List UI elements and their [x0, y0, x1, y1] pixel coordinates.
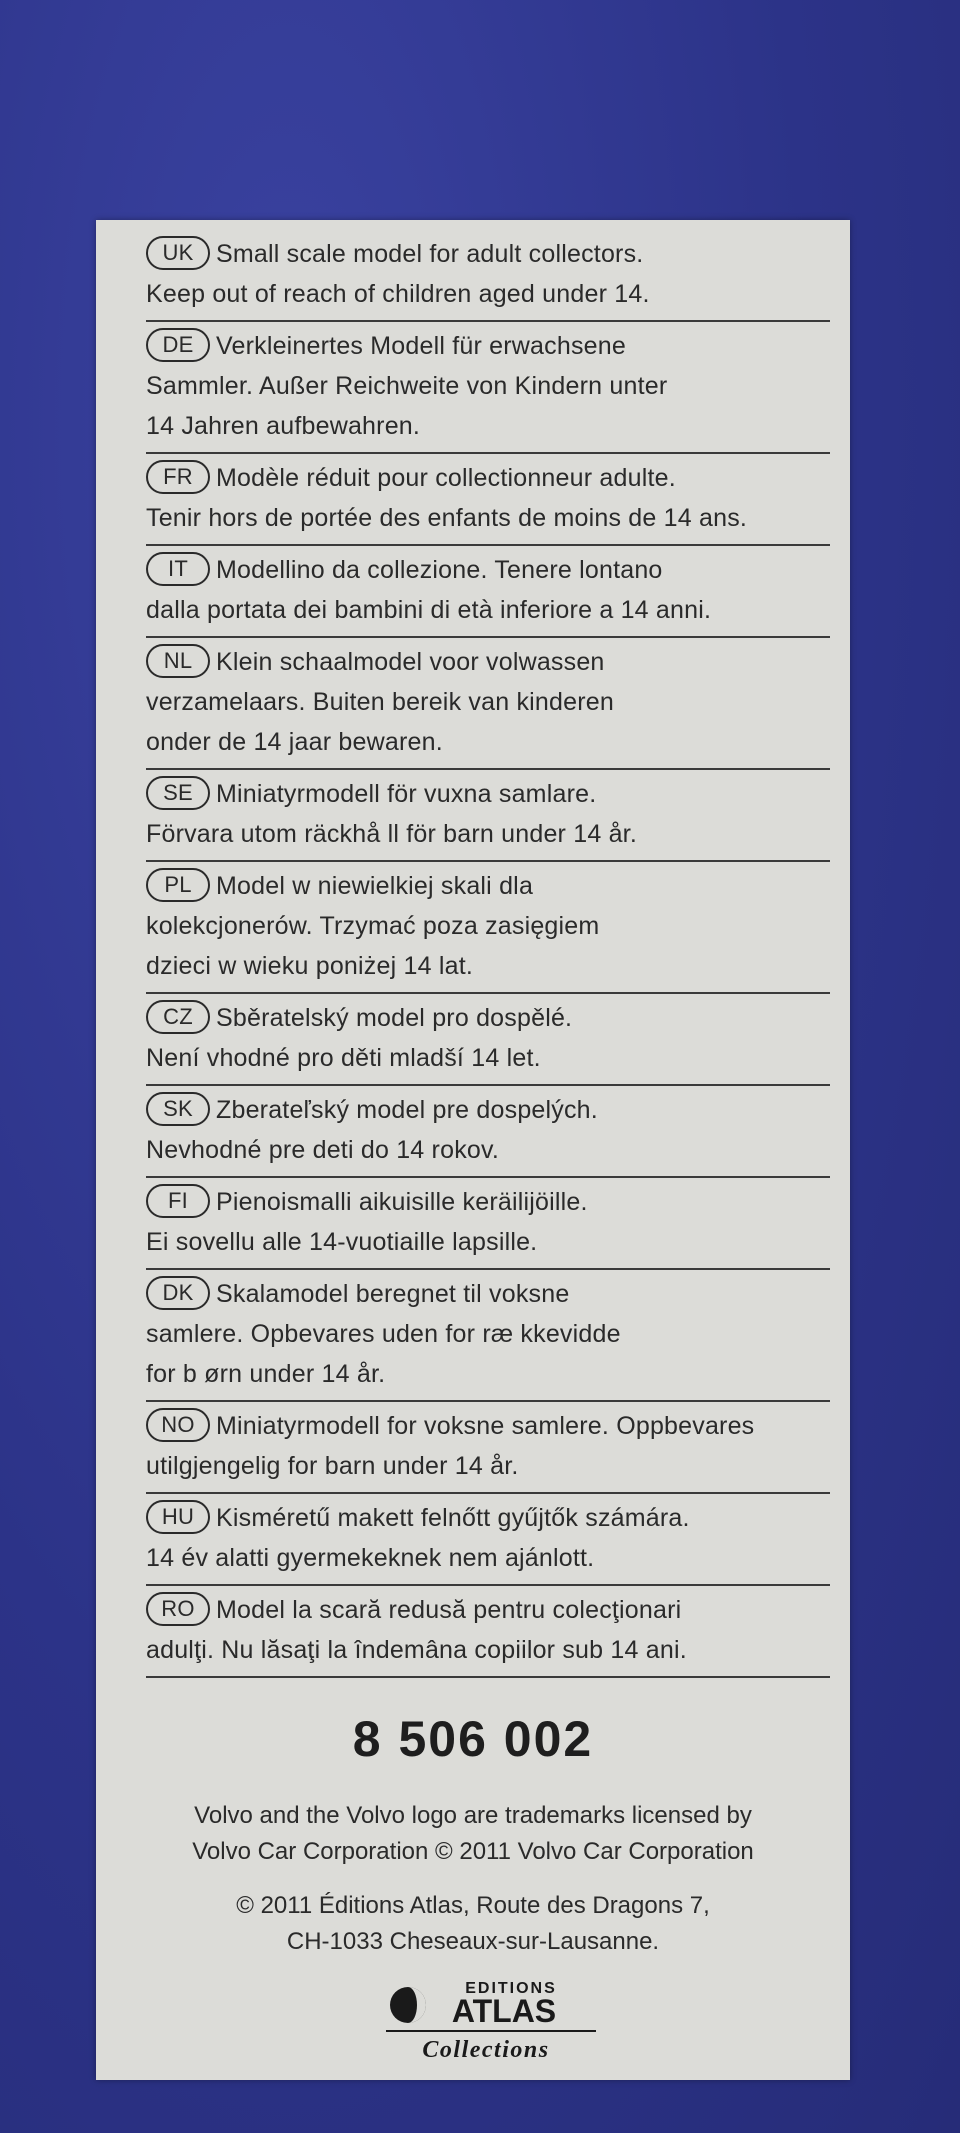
- language-code-badge: SE: [146, 776, 210, 810]
- warning-text: Kisméretű makett felnőtt gyűjtők számára. 14 év alatti gyermekeknek nem ajánlott.: [146, 1504, 690, 1572]
- warning-list: [146, 230, 830, 1678]
- warning-text: Verkleinertes Modell für erwachsene Sammler. Außer Reichweite von Kindern unter 14 Jahren aufbewahren.: [146, 332, 668, 440]
- language-code-badge: CZ: [146, 1000, 210, 1034]
- language-code-badge: RO: [146, 1592, 210, 1626]
- language-code-badge: DE: [146, 328, 210, 362]
- language-code-badge: UK: [146, 236, 210, 270]
- warning-entry-hu: [146, 1494, 830, 1586]
- warning-entry-se: [146, 770, 830, 862]
- warning-text: Modellino da collezione. Tenere lontano dalla portata dei bambini di età inferiore a 14 anni.: [146, 556, 712, 624]
- warning-entry-de: [146, 322, 830, 454]
- warning-text: Small scale model for adult collectors. Keep out of reach of children aged under 14.: [146, 240, 650, 308]
- warning-text: Klein schaalmodel voor volwassen verzamelaars. Buiten bereik van kinderen onder de 14 jaar bewaren.: [146, 648, 614, 756]
- warning-entry-cz: [146, 994, 830, 1086]
- warning-entry-it: [146, 546, 830, 638]
- logo-line-editions: EDITIONS: [465, 1980, 557, 1997]
- language-code-badge: FR: [146, 460, 210, 494]
- warning-entry-pl: [146, 862, 830, 994]
- warning-entry-fi: [146, 1178, 830, 1270]
- warning-text: Sběratelský model pro dospělé. Není vhodné pro děti mladší 14 let.: [146, 1004, 573, 1072]
- warning-text: Pienoismalli aikuisille keräilijöille. Ei sovellu alle 14-vuotiaille lapsille.: [146, 1188, 588, 1256]
- editions-atlas-logo: [386, 1975, 596, 2065]
- trademark-notice: Volvo and the Volvo logo are trademarks licensed by Volvo Car Corporation © 2011 Volvo Car Corporation: [192, 1802, 754, 1865]
- warning-entry-sk: [146, 1086, 830, 1178]
- warning-entry-uk: [146, 230, 830, 322]
- warning-label: [96, 220, 850, 2080]
- warning-text: Zberateľský model pre dospelých. Nevhodné pre deti do 14 rokov.: [146, 1096, 598, 1164]
- warning-text: Modèle réduit pour collectionneur adulte. Tenir hors de portée des enfants de moins de 14 ans.: [146, 464, 748, 532]
- publisher-address: © 2011 Éditions Atlas, Route des Dragons 7, CH-1033 Cheseaux-sur-Lausanne.: [236, 1892, 710, 1955]
- warning-text: Model w niewielkiej skali dla kolekcjonerów. Trzymać poza zasięgiem dzieci w wieku poniżej 14 lat.: [146, 872, 600, 980]
- language-code-badge: NL: [146, 644, 210, 678]
- language-code-badge: NO: [146, 1408, 210, 1442]
- language-code-badge: DK: [146, 1276, 210, 1310]
- language-code-badge: PL: [146, 868, 210, 902]
- logo-line-atlas: ATLAS: [451, 1993, 557, 2029]
- warning-entry-ro: [146, 1586, 830, 1678]
- logo-line-collections: Collections: [422, 2037, 550, 2063]
- warning-text: Miniatyrmodell for voksne samlere. Oppbevares utilgjengelig for barn under 14 år.: [146, 1412, 755, 1480]
- language-code-badge: FI: [146, 1184, 210, 1218]
- warning-text: Skalamodel beregnet til voksne samlere. Opbevares uden for ræ kkevidde for b ørn under 14 år.: [146, 1280, 621, 1388]
- warning-entry-no: [146, 1402, 830, 1494]
- language-code-badge: IT: [146, 552, 210, 586]
- language-code-badge: SK: [146, 1092, 210, 1126]
- warning-text: Model la scară redusă pentru colecţionari adulţi. Nu lăsaţi la îndemâna copiilor sub 14 ani.: [146, 1596, 687, 1664]
- warning-text: Miniatyrmodell för vuxna samlare. Förvara utom räckhå ll för barn under 14 år.: [146, 780, 637, 848]
- warning-entry-dk: [146, 1270, 830, 1402]
- warning-entry-fr: [146, 454, 830, 546]
- product-number: 8 506 002: [352, 1711, 594, 1767]
- language-code-badge: HU: [146, 1500, 210, 1534]
- warning-entry-nl: [146, 638, 830, 770]
